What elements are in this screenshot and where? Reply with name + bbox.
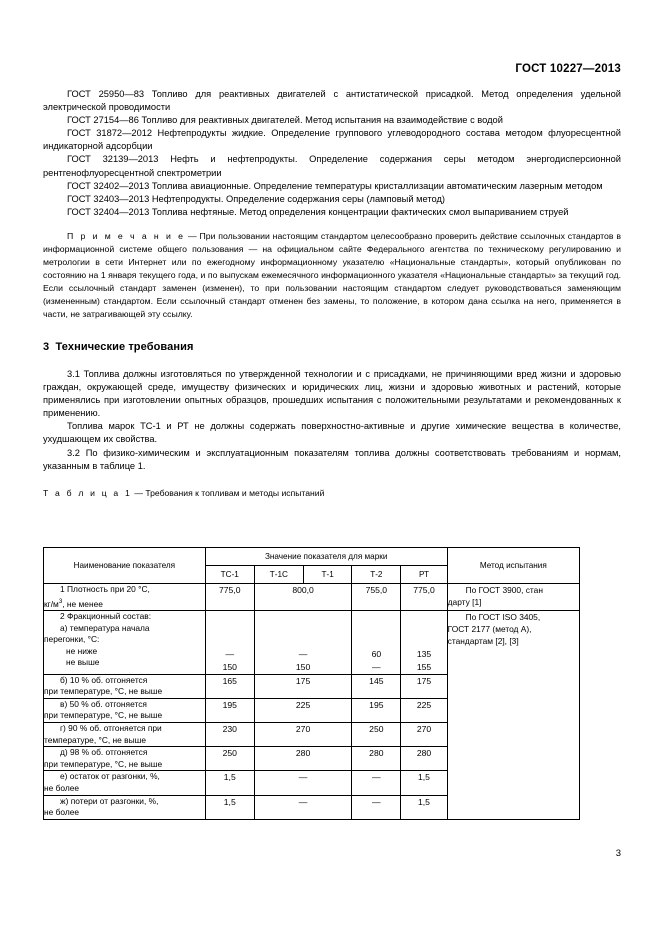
spacer bbox=[43, 353, 621, 368]
reference-item: ГОСТ 32402—2013 Топлива авиационные. Определение температуры кристаллизации автоматическим лазерным методом bbox=[67, 180, 603, 191]
cell-fractional-rt bbox=[401, 610, 447, 674]
cell-residue-t1c-t1: — bbox=[254, 771, 352, 795]
column-header-mark-t2: Т-2 bbox=[352, 566, 401, 584]
cell-residue-rt: 1,5 bbox=[401, 771, 447, 795]
column-header-name: Наименование показателя bbox=[44, 548, 206, 584]
row-name-line: а) температура начала bbox=[60, 622, 150, 633]
method-line: дарту [1] bbox=[447, 597, 482, 608]
table-row bbox=[44, 584, 580, 611]
row-name-line: при температуре, °C, не выше bbox=[44, 686, 163, 697]
cell-losses-t1c-t1: — bbox=[254, 795, 352, 819]
cell-50pct-t1c-t1: 225 bbox=[254, 698, 352, 722]
column-header-mark-t1c: Т-1С bbox=[254, 566, 303, 584]
value-not-above: 150 bbox=[295, 661, 311, 672]
table-caption-text: Требования к топливам и методы испытаний bbox=[145, 487, 325, 498]
value-not-above: 150 bbox=[222, 661, 237, 672]
cell-90pct-t2: 250 bbox=[352, 722, 401, 746]
section-paragraph: Топлива марок ТС-1 и РТ не должны содержать поверхностно-активные и другие химические вещества в количестве, ухудшающем их свойства. bbox=[43, 421, 621, 445]
cell-spacer bbox=[206, 611, 254, 648]
row-name-98pct bbox=[44, 747, 206, 771]
cell-spacer bbox=[352, 611, 400, 648]
cell-density-rt: 775,0 bbox=[401, 584, 447, 611]
note-dash: — bbox=[185, 230, 200, 241]
section-paragraph: 3.1 Топлива должны изготовляться по утвержденной технологии и с присадками, не причиняющими вред жизни и здоровью граждан, окружающей среде, имуществу физических и юридических лиц, жизни и здоровью животных и растений, которые применялись при изготовлении опытных образцов, прошедших испытания с положительными результатами и рекомендованных к применению. bbox=[43, 368, 621, 419]
column-header-mark-ts1: ТС-1 bbox=[205, 566, 254, 584]
spacer bbox=[43, 321, 621, 341]
row-name-90pct bbox=[44, 722, 206, 746]
row-name-fractional bbox=[44, 610, 206, 674]
spacer bbox=[43, 473, 621, 488]
row-name-line: $кг/м^3$, не менее bbox=[44, 597, 103, 609]
cell-density-t1c-t1: 800,0 bbox=[254, 584, 352, 611]
row-name-line: г) 90 % об. отгоняется при bbox=[60, 722, 162, 733]
column-header-mark-t1: Т-1 bbox=[303, 566, 351, 584]
row-name-density bbox=[44, 584, 206, 611]
row-name-line: температуре, °C, не выше bbox=[44, 734, 146, 745]
row-name-50pct bbox=[44, 698, 206, 722]
method-line: По ГОСТ ISO 3405, bbox=[465, 611, 541, 622]
table-body bbox=[44, 584, 580, 820]
reference-item: ГОСТ 32404—2013 Топлива нефтяные. Метод определения концентрации фактических смол выпариванием струей bbox=[67, 206, 569, 217]
page-number: 3 bbox=[615, 848, 621, 859]
cell-50pct-ts1: 195 bbox=[205, 698, 254, 722]
cell-density-t2: 755,0 bbox=[352, 584, 401, 611]
column-header-method: Метод испытания bbox=[447, 548, 579, 584]
row-name-residue bbox=[44, 771, 206, 795]
row-name-10pct bbox=[44, 674, 206, 698]
row-name-line: д) 98 % об. отгоняется bbox=[60, 747, 148, 758]
cell-spacer bbox=[255, 611, 352, 648]
cell-residue-ts1: 1,5 bbox=[205, 771, 254, 795]
reference-item: ГОСТ 32139—2013 Нефть и нефтепродукты. Определение содержания серы методом энергодисперсионной рентгенофлуоресцентной спектрометрии bbox=[43, 154, 621, 178]
value-not-above: — bbox=[372, 661, 381, 672]
table-header-row bbox=[44, 548, 580, 566]
section-number: 3 bbox=[43, 340, 50, 353]
value-not-above: 155 bbox=[416, 661, 432, 672]
note-label: П р и м е ч а н и е bbox=[67, 230, 186, 241]
reference-item: ГОСТ 27154—86 Топливо для реактивных двигателей. Метод испытания на взаимодействие с водой bbox=[67, 115, 503, 126]
section-paragraph: 3.2 По физико-химическим и эксплуатационным показателям топлива должны соответствовать требованиям и нормам, указанным в таблице 1. bbox=[43, 447, 621, 471]
value-not-below: 135 bbox=[416, 648, 432, 659]
table-caption bbox=[43, 488, 621, 498]
row-name-line: не более bbox=[44, 807, 80, 818]
cell-50pct-t2: 195 bbox=[352, 698, 401, 722]
spacer bbox=[43, 219, 621, 230]
column-header-mark-rt: РТ bbox=[401, 566, 447, 584]
cell-90pct-rt: 270 bbox=[401, 722, 447, 746]
table-row bbox=[44, 610, 580, 674]
row-name-line: б) 10 % об. отгоняется bbox=[60, 674, 148, 685]
cell-fractional-t1c-t1 bbox=[254, 610, 352, 674]
row-name-line: 1 Плотность при 20 °C, bbox=[60, 584, 150, 594]
table-caption-label: Т а б л и ц а 1 bbox=[43, 487, 132, 498]
requirements-table bbox=[43, 547, 580, 820]
method-line: ГОСТ 2177 (метод А), bbox=[447, 624, 532, 635]
row-subname-not-below: не ниже bbox=[66, 645, 98, 656]
row-name-line: е) остаток от разгонки, %, bbox=[60, 771, 160, 782]
table-head bbox=[44, 548, 580, 584]
cell-10pct-t1c-t1: 175 bbox=[254, 674, 352, 698]
reference-item: ГОСТ 25950—83 Топливо для реактивных двигателей с антистатической присадкой. Метод определения удельной электрической проводимости bbox=[43, 89, 621, 113]
cell-98pct-t1c-t1: 280 bbox=[254, 747, 352, 771]
reference-item: ГОСТ 32403—2013 Нефтепродукты. Определение содержания серы (ламповый метод) bbox=[67, 193, 446, 204]
cell-98pct-t2: 280 bbox=[352, 747, 401, 771]
row-name-line: при температуре, °C, не выше bbox=[44, 710, 163, 721]
table-caption-dash: — bbox=[131, 487, 146, 498]
value-not-below: — bbox=[298, 648, 308, 659]
row-name-line: перегонки, °C: bbox=[44, 634, 100, 645]
row-name-line: при температуре, °C, не выше bbox=[44, 758, 163, 769]
method-line: стандартам [2], [3] bbox=[447, 636, 519, 647]
value-not-below: — bbox=[225, 648, 235, 659]
row-name-line: ж) потери от разгонки, %, bbox=[60, 795, 159, 806]
section-title: Технические требования bbox=[55, 340, 194, 353]
cell-losses-rt: 1,5 bbox=[401, 795, 447, 819]
superscript-exponent: 3 bbox=[58, 597, 63, 605]
cell-density-method bbox=[447, 584, 579, 611]
document-body bbox=[43, 88, 621, 498]
cell-spacer bbox=[401, 611, 446, 648]
cell-residue-t2: — bbox=[352, 771, 401, 795]
row-subname-not-above: не выше bbox=[66, 657, 100, 668]
cell-fractional-ts1 bbox=[205, 610, 254, 674]
cell-98pct-ts1: 250 bbox=[205, 747, 254, 771]
reference-item: ГОСТ 31872—2012 Нефтепродукты жидкие. Определение группового углеводородного состава методом флуоресцентной индикаторной адсорбции bbox=[43, 128, 621, 152]
cell-98pct-rt: 280 bbox=[401, 747, 447, 771]
cell-density-ts1: 775,0 bbox=[205, 584, 254, 611]
value-not-below: 60 bbox=[371, 648, 382, 659]
cell-losses-ts1: 1,5 bbox=[205, 795, 254, 819]
row-name-line: не более bbox=[44, 782, 80, 793]
cell-10pct-ts1: 165 bbox=[205, 674, 254, 698]
column-header-group: Значение показателя для марки bbox=[205, 548, 447, 566]
cell-10pct-t2: 145 bbox=[352, 674, 401, 698]
cell-fractional-method bbox=[447, 610, 579, 819]
cell-losses-t2: — bbox=[352, 795, 401, 819]
note-text: При пользовании настоящим стандартом целесообразно проверить действие ссылочных стандартов в информационной системе общего пользования — на официальном сайте Федерального агентства по техническому регулированию и метрологии в сети Интернет или по ежегодному информационному указателю «Национальные стандарты», который опубликован по состоянию на 1 января текущего года, и по выпускам ежемесячного информационного указателя «Национальные стандарты» за текущий год. Если ссылочный стандарт заменен (изменен), то при пользовании настоящим стандартом следует руководствоваться заменяющим (измененным) стандартом. Если ссылочный стандарт отменен без замены, то положение, в котором дана ссылка на него, применяется в части, не затрагивающей эту ссылку. bbox=[43, 230, 621, 319]
note-block bbox=[43, 230, 621, 321]
cell-10pct-rt: 175 bbox=[401, 674, 447, 698]
cell-90pct-ts1: 230 bbox=[205, 722, 254, 746]
method-line: По ГОСТ 3900, стан bbox=[465, 585, 543, 595]
cell-fractional-t2 bbox=[352, 610, 401, 674]
cell-50pct-rt: 225 bbox=[401, 698, 447, 722]
document-header-standard-number: ГОСТ 10227—2013 bbox=[515, 63, 621, 75]
row-name-line: 2 Фракционный состав: bbox=[60, 610, 152, 621]
cell-90pct-t1c-t1: 270 bbox=[254, 722, 352, 746]
row-name-losses bbox=[44, 795, 206, 819]
row-name-line: в) 50 % об. отгоняется bbox=[60, 698, 147, 709]
section-heading bbox=[43, 341, 621, 353]
